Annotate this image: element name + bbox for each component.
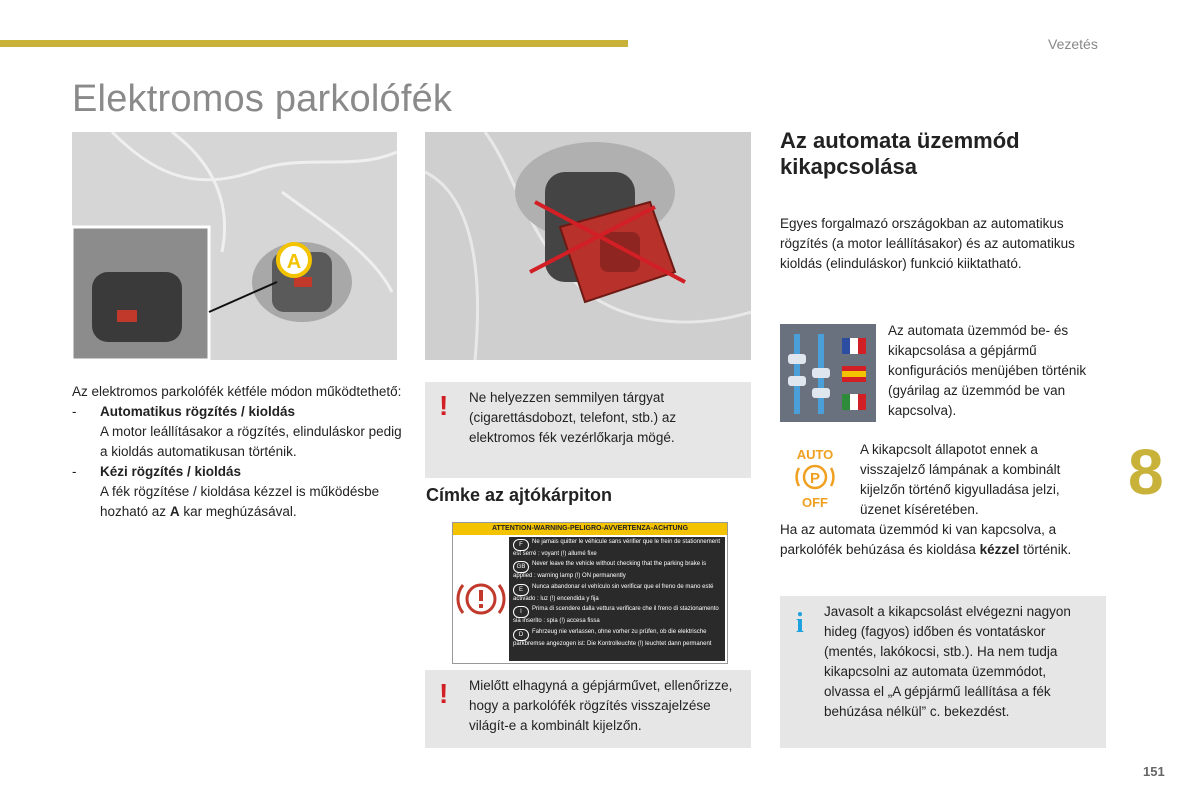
configuration-menu-image (780, 324, 876, 422)
label-row (513, 561, 723, 580)
label-row (513, 606, 723, 625)
lang-code: I (513, 606, 529, 618)
left-column (72, 382, 402, 522)
callout-letter-a: A (286, 251, 302, 273)
paragraph-intro: Egyes forgalmazó országokban az automatikus rögzítés (a motor leállításakor) és az automatikus kioldás (elinduláskor) funkció kiiktatható. (780, 216, 1075, 271)
mode-list (72, 402, 402, 522)
label-row (513, 629, 723, 648)
auto-icon-bottom: OFF (802, 495, 828, 510)
lang-code: F (513, 539, 529, 551)
auto-off-indicator-icon (786, 446, 844, 510)
manual-text: Ha az automata üzemmód ki van kapcsolva, a parkolófék behúzása és kioldása (780, 522, 1057, 557)
label-text: Fahrzeug nie verlassen, ohne vorher zu prüfen, ob die elektrische parkbremse angezogen ist: Die Kontrolleuchte (!) leuchtet dann permanent (513, 628, 712, 647)
list-item (72, 462, 402, 522)
chapter-number: 8 (1128, 436, 1164, 508)
info-text: Javasolt a kikapcsolást elvégezni nagyon hideg (fagyos) időben és vontatáskor (mentés, lakókocsi, stb.). Ha nem tudja kikapcsolni az automata üzemmódot, olvassa el „A gépjármű leállítása a fék behúzása nélkül” c. bekezdést. (824, 604, 1071, 719)
phone-behind-lever-illustration (425, 132, 751, 360)
lever-letter: A (169, 504, 180, 519)
warning-box-leaving-vehicle (425, 670, 751, 748)
manual-text-end: történik. (1019, 542, 1072, 557)
door-label-heading: Címke az ajtókárpiton (426, 485, 613, 505)
section-title: Vezetés (1048, 36, 1098, 52)
parking-brake-illustration (72, 132, 397, 360)
manual-text-bold: kézzel (979, 542, 1020, 557)
label-text: Ne jamais quitter le véhicule sans vérifier que le frein de stationnement est serré : voyant (!) allumé fixe (513, 539, 721, 557)
door-label-texts (509, 537, 725, 661)
label-text: Nunca abandonar el vehículo sin verificar que el freno de mano esté activado : luz (!) encendida y fija (513, 583, 714, 602)
header-accent-bar (0, 40, 628, 47)
list-item-heading: Kézi rögzítés / kioldás (100, 464, 242, 479)
warning-text: Mielőtt elhagyná a gépjárművet, ellenőrizze, hogy a parkolófék rögzítés visszajelzése világít-e a kombinált kijelzőn. (469, 678, 733, 733)
label-text: Prima di scendere dalla vettura verificare che il freno di stazionamento sia inserito : spia (!) accesa fissa (513, 606, 719, 625)
list-item (72, 402, 402, 462)
intro-text: Az elektromos parkolófék kétféle módon működtethető: (72, 384, 402, 399)
label-row (513, 539, 723, 558)
list-item-text: A fék rögzítése / kioldása kézzel is működésbe hozható az (100, 484, 380, 519)
paragraph-manual (780, 520, 1095, 560)
lang-code: E (513, 584, 529, 596)
warning-box-objects (425, 382, 751, 478)
paragraph-indicator: A kikapcsolt állapotot ennek a visszajelző lámpának a kombinált kijelzőn történő kigyulladása jelzi, üzenet kíséretében. (860, 442, 1061, 517)
list-dash: - (72, 404, 77, 419)
page-number: 151 (1143, 764, 1165, 779)
warning-icon: ! (439, 390, 449, 421)
door-warning-label (452, 522, 728, 664)
label-text: Never leave the vehicle without checking that the parking brake is applied : warning lamp (!) ON permanently (513, 561, 707, 580)
info-box (780, 596, 1106, 748)
warning-text: Ne helyezzen semmilyen tárgyat (cigarettásdobozt, telefont, stb.) az elektromos fék vezérlőkarja mögé. (469, 390, 677, 445)
list-item-text-end: kar meghúzásával. (179, 504, 297, 519)
lang-code: D (513, 629, 529, 641)
auto-icon-top: AUTO (796, 447, 834, 462)
auto-icon-center: P (809, 470, 821, 487)
info-icon: i (796, 608, 804, 639)
door-label-header: ATTENTION-WARNING-PELIGRO-AVVERTENZA-ACHTUNG (453, 523, 727, 535)
list-item-heading: Automatikus rögzítés / kioldás (100, 404, 296, 419)
section-heading: Az automata üzemmód kikapcsolása (780, 128, 1020, 179)
page-title: Elektromos parkolófék (72, 78, 453, 120)
list-item-text: A motor leállításakor a rögzítés, elinduláskor pedig a kioldás automatikusan történik. (100, 424, 402, 459)
label-row (513, 584, 723, 603)
paragraph-config: Az automata üzemmód be- és kikapcsolása a gépjármű konfigurációs menüjében történik (gyárilag az üzemmód be van kapcsolva). (888, 323, 1087, 418)
parking-brake-warning-icon (453, 535, 509, 663)
lang-code: GB (513, 561, 529, 573)
warning-icon: ! (439, 678, 449, 709)
list-dash: - (72, 464, 77, 479)
